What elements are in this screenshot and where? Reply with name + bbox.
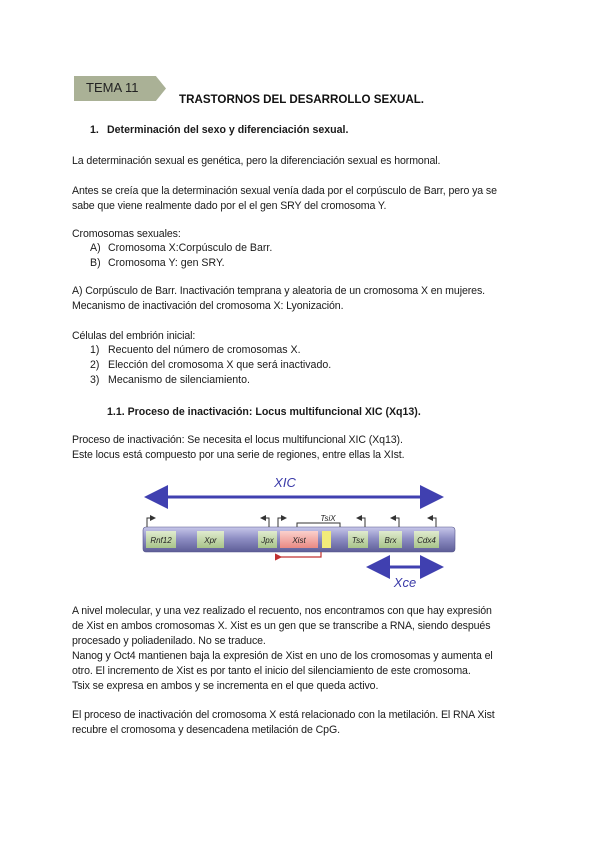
list-item: A) Cromosoma X:Corpúsculo de Barr. — [90, 242, 273, 254]
section-heading-text: Determinación del sexo y diferenciación sexual. — [107, 124, 349, 136]
list-item: 3) Mecanismo de silenciamiento. — [90, 374, 250, 386]
list-item: B) Cromosoma Y: gen SRY. — [90, 257, 225, 269]
section-1-1-heading: 1.1. Proceso de inactivación: Locus multifuncional XIC (Xq13). — [107, 406, 421, 418]
paragraph-3-line-2: Mecanismo de inactivación del cromosoma X: Lyonización. — [72, 300, 344, 312]
tss-arrow — [278, 518, 286, 527]
body-1-line-6: Tsix se expresa en ambos y se incrementa en el que queda activo. — [72, 680, 379, 692]
list-item: 1) Recuento del número de cromosomas X. — [90, 344, 301, 356]
tss-arrow — [428, 518, 436, 527]
celulas-list — [90, 343, 331, 388]
body-1-line-5: otro. El incremento de Xist es por tanto el inicio del silenciamiento de este cromosoma. — [72, 665, 471, 677]
body-1-line-1: A nivel molecular, y una vez realizado el recuento, nos encontramos con que hay expresión — [72, 605, 492, 617]
gene-label: Cdx4 — [417, 536, 436, 545]
celulas-intro: Células del embrión inicial: — [72, 330, 196, 342]
body-1-line-2: de Xist en ambos cromosomas X. Xist es un gen que se transcribe a RNA, siendo después — [72, 620, 491, 632]
xic-label: XIC — [274, 475, 296, 490]
xce-label: Xce — [393, 575, 417, 590]
tss-arrow — [147, 518, 155, 527]
body-2-line-1: El proceso de inactivación del cromosoma X está relacionado con la metilación. El RNA Xist — [72, 709, 495, 721]
gene-label: Jpx — [261, 536, 274, 545]
gene-label: Xpr — [204, 536, 217, 545]
gene-label: Brx — [384, 536, 397, 545]
page-title: TRASTORNOS DEL DESARROLLO SEXUAL. — [179, 93, 424, 106]
body-1-line-3: procesado y poliadenilado. No se traduce. — [72, 635, 266, 647]
paragraph-2-line-2: sabe que viene realmente dado por el el gen SRY del cromosoma Y. — [72, 200, 387, 212]
paragraph-3-line-1: A) Corpúsculo de Barr. Inactivación temprana y aleatoria de un cromosoma X en mujeres. — [72, 285, 486, 297]
body-2-line-2: recubre el cromosoma y desencadena metilación de CpG. — [72, 724, 340, 736]
xic-locus-diagram — [135, 470, 465, 595]
gene-label: Rnf12 — [150, 536, 172, 545]
tss-arrow — [261, 518, 269, 527]
gene-label: Xist — [292, 536, 306, 545]
gene-label: Tsx — [351, 536, 365, 545]
gene-tsix-region — [322, 531, 331, 548]
tsix-label: TsiX — [320, 514, 336, 523]
body-1-line-4: Nanog y Oct4 mantienen baja la expresión de Xist en uno de los cromosomas y aumenta el — [72, 650, 493, 662]
xist-antisense-arrow — [281, 552, 321, 557]
list-item: 2) Elección del cromosoma X que será inactivado. — [90, 359, 332, 371]
section-1-1-line-2: Este locus está compuesto por una serie de regiones, entre ellas la XIst. — [72, 449, 405, 461]
section-1-1-line-1: Proceso de inactivación: Se necesita el locus multifuncional XIC (Xq13). — [72, 434, 403, 446]
paragraph-1: La determinación sexual es genética, pero la diferenciación sexual es hormonal. — [72, 155, 441, 167]
tsix-arrow — [297, 523, 340, 527]
cromosomas-intro: Cromosomas sexuales: — [72, 228, 181, 240]
tema-label: TEMA 11 — [86, 80, 139, 95]
cromosomas-list — [90, 241, 272, 271]
section-number: 1. — [90, 124, 99, 136]
section-1-heading — [90, 124, 348, 136]
paragraph-2-line-1: Antes se creía que la determinación sexual venía dada por el corpúsculo de Barr, pero ya se — [72, 185, 497, 197]
tss-arrow — [357, 518, 365, 527]
tss-arrow — [391, 518, 399, 527]
